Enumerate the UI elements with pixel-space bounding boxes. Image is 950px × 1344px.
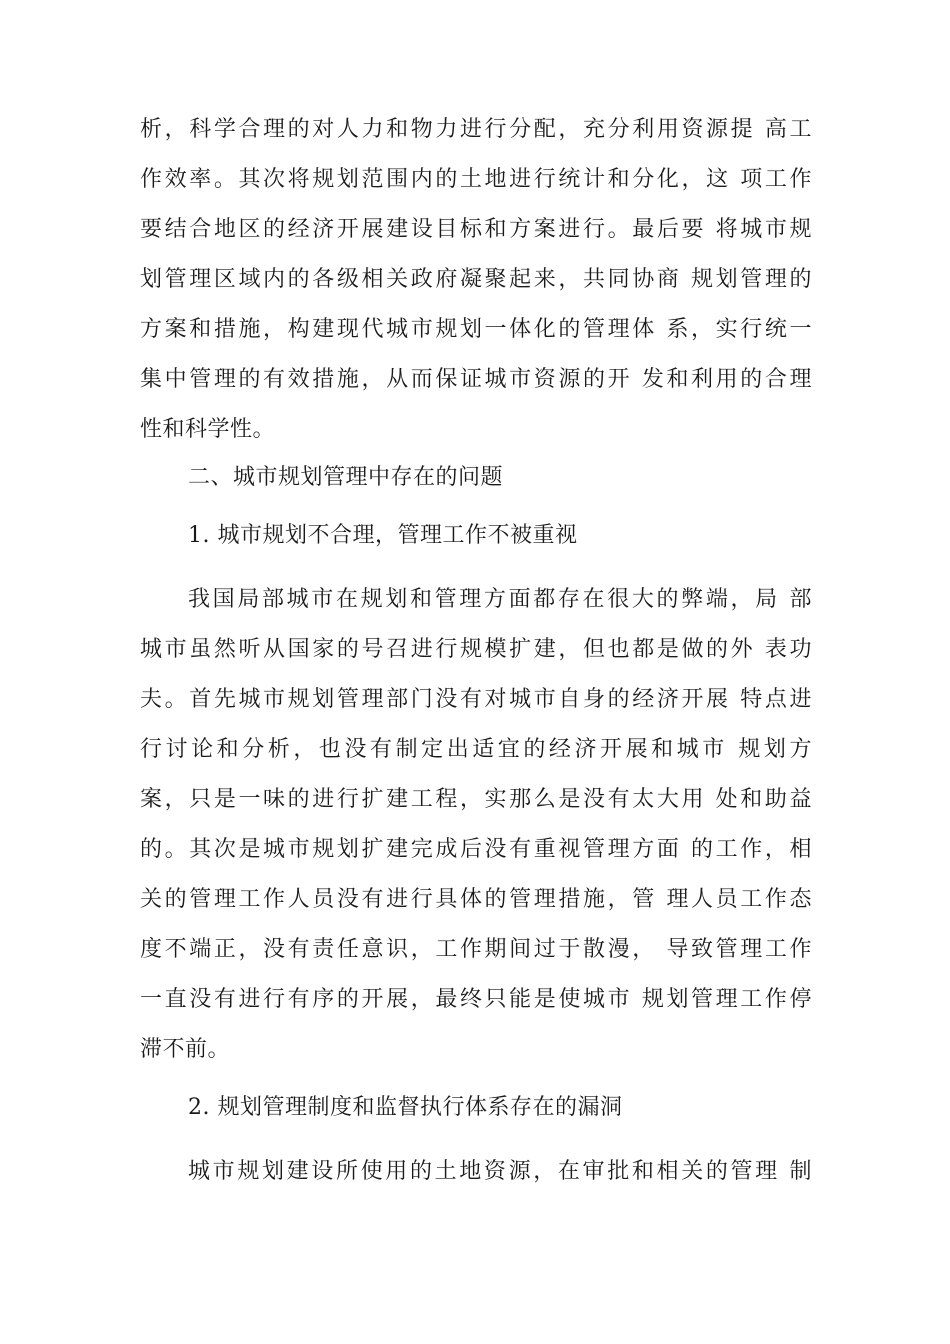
subsection-heading: 1. 城市规划不合理，管理工作不被重视: [188, 523, 578, 548]
paragraph-line: 方案和措施，构建现代城市规划一体化的管理体 系，实行统一: [140, 317, 812, 342]
paragraph-line: 作效率。其次将规划范围内的土地进行统计和分化，这 项工作: [140, 167, 812, 192]
section-heading: 二、城市规划管理中存在的问题: [188, 465, 504, 490]
paragraph-line: 度不端正，没有责任意识，工作期间过于散漫， 导致管理工作: [140, 937, 812, 962]
paragraph-line: 的。其次是城市规划扩建完成后没有重视管理方面 的工作，相: [140, 837, 812, 862]
paragraph-line: 我国局部城市在规划和管理方面都存在很大的弊端，局 部: [188, 587, 812, 612]
paragraph-line: 析，科学合理的对人力和物力进行分配，充分利用资源提 高工: [140, 117, 812, 142]
paragraph-line: 滞不前。: [140, 1037, 231, 1062]
paragraph-line: 案，只是一味的进行扩建工程，实那么是没有太大用 处和助益: [140, 787, 812, 812]
paragraph-line: 划管理区域内的各级相关政府凝聚起来，共同协商 规划管理的: [140, 267, 812, 292]
paragraph-line: 夫。首先城市规划管理部门没有对城市自身的经济开展 特点进: [140, 687, 812, 712]
paragraph-line: 城市规划建设所使用的土地资源，在审批和相关的管理 制: [188, 1159, 812, 1184]
paragraph-line: 要结合地区的经济开展建设目标和方案进行。最后要 将城市规: [140, 217, 812, 242]
subsection-heading: 2. 规划管理制度和监督执行体系存在的漏洞: [188, 1095, 623, 1120]
paragraph-line: 行讨论和分析，也没有制定出适宜的经济开展和城市 规划方: [140, 737, 812, 762]
paragraph-line: 集中管理的有效措施，从而保证城市资源的开 发和利用的合理: [140, 367, 812, 392]
paragraph-line: 城市虽然听从国家的号召进行规模扩建，但也都是做的外 表功: [140, 637, 812, 662]
paragraph-line: 关的管理工作人员没有进行具体的管理措施，管 理人员工作态: [140, 887, 812, 912]
paragraph-line: 性和科学性。: [140, 417, 276, 442]
paragraph-line: 一直没有进行有序的开展，最终只能是使城市 规划管理工作停: [140, 987, 812, 1012]
